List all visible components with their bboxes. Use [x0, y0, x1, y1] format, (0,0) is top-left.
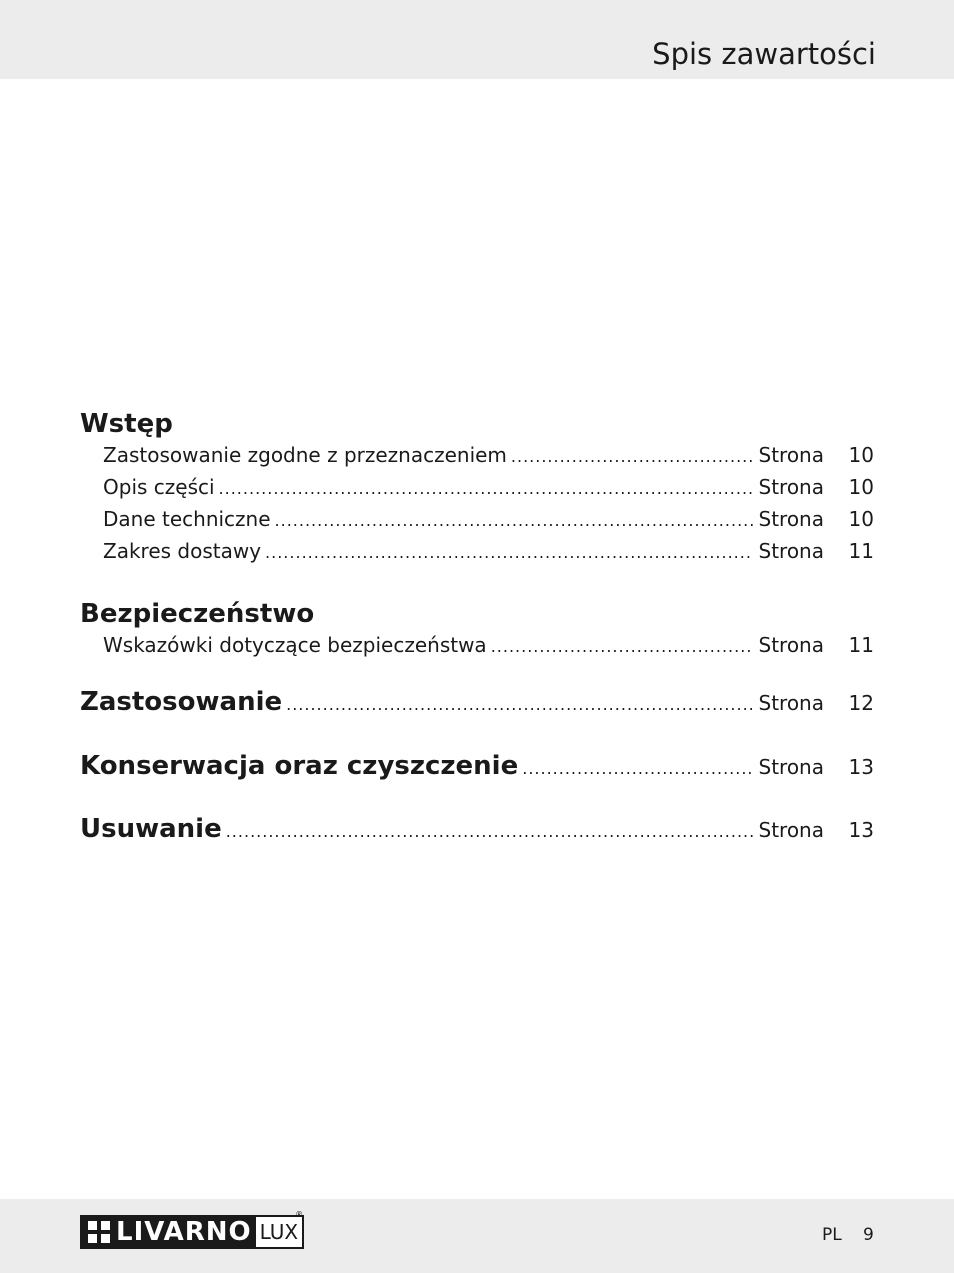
toc-page-word: Strona — [758, 818, 824, 842]
toc-page-word: Strona — [758, 633, 824, 657]
logo-lux-text: LUX — [259, 1220, 299, 1244]
toc-entry[interactable] — [80, 504, 874, 536]
toc-entry[interactable] — [80, 440, 874, 472]
dot-leader — [219, 473, 753, 504]
toc-section-label: Usuwanie — [80, 814, 222, 844]
toc-page-number: 13 — [848, 818, 874, 842]
toc-page-number: 10 — [848, 443, 874, 467]
toc-page-number: 10 — [848, 475, 874, 499]
toc-page-number: 11 — [848, 633, 874, 657]
registered-mark: ® — [295, 1210, 304, 1219]
toc-entry-label: Zakres dostawy — [103, 539, 262, 563]
livarno-lux-logo — [80, 1210, 304, 1249]
language-code: PL — [822, 1225, 842, 1245]
toc-page-number: 11 — [848, 539, 874, 563]
toc-entry-label: Wskazówki dotyczące bezpieczeństwa — [103, 633, 487, 657]
dot-leader — [511, 441, 753, 472]
logo-main-text: LIVARNO — [116, 1217, 252, 1247]
toc-entry-label: Zastosowanie zgodne z przeznaczeniem — [103, 443, 507, 467]
page-title: Spis zawartości — [652, 37, 876, 71]
logo-squares-icon — [88, 1221, 110, 1243]
toc-entry[interactable] — [80, 472, 874, 504]
dot-leader — [226, 816, 753, 847]
toc-entry-main[interactable] — [80, 687, 874, 720]
toc-entry-main[interactable] — [80, 814, 874, 847]
dot-leader — [275, 505, 753, 536]
dot-leader — [265, 537, 752, 568]
dot-leader — [286, 689, 752, 720]
toc-page-word: Strona — [758, 539, 824, 563]
toc-page-number: 13 — [848, 755, 874, 779]
toc-entry[interactable] — [80, 630, 874, 662]
toc-page-number: 12 — [848, 691, 874, 715]
page-number: 9 — [863, 1225, 874, 1245]
logo-lux-box — [256, 1210, 305, 1249]
toc-page-word: Strona — [758, 691, 824, 715]
toc-page-word: Strona — [758, 507, 824, 531]
toc-entry-main[interactable] — [80, 751, 874, 784]
section-heading-wstep: Wstęp — [80, 409, 173, 439]
toc-section-label: Konserwacja oraz czyszczenie — [80, 751, 519, 781]
toc-page-number: 10 — [848, 507, 874, 531]
dot-leader — [522, 753, 752, 784]
dot-leader — [491, 631, 753, 662]
toc-entry-label: Dane techniczne — [103, 507, 271, 531]
table-of-contents — [80, 408, 874, 847]
toc-entry-label: Opis części — [103, 475, 215, 499]
section-heading-bezpieczenstwo: Bezpieczeństwo — [80, 599, 315, 629]
toc-entry[interactable] — [80, 536, 874, 568]
toc-page-word: Strona — [758, 475, 824, 499]
toc-section-label: Zastosowanie — [80, 687, 283, 717]
toc-page-word: Strona — [758, 443, 824, 467]
toc-page-word: Strona — [758, 755, 824, 779]
logo-wordmark — [80, 1215, 256, 1249]
